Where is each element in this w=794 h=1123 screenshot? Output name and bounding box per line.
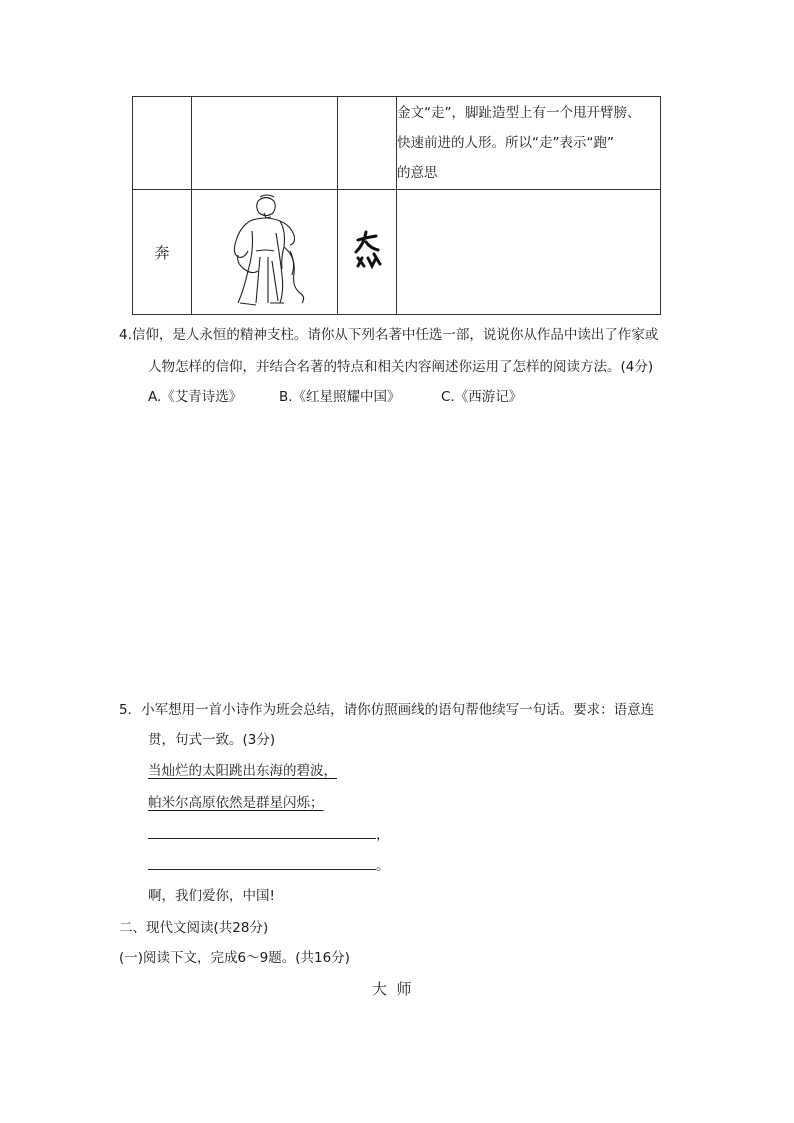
subsection-title: (一)阅读下文，完成6～9题。(共16分)	[119, 950, 350, 966]
blank-line[interactable]	[148, 855, 376, 870]
running-man-illustration	[220, 191, 310, 309]
meaning-line: 快速前进的人形。所以“走”表示“跑”	[397, 135, 614, 151]
option-b: B.《红星照耀中国》	[279, 389, 401, 405]
character-table	[132, 96, 661, 315]
answer-blank-1[interactable]	[148, 823, 390, 843]
question-5-line-2: 贯，句式一致。(3分)	[148, 732, 276, 748]
question-4-line-1: 4.信仰，是人永恒的精神支柱。请你从下列名著中任选一部，说说你从作品中读出了作家或	[119, 327, 659, 343]
figure-cell	[192, 190, 338, 315]
meaning-cell	[397, 97, 661, 190]
table-cell-empty	[397, 190, 661, 315]
glyph-cell	[338, 190, 397, 315]
question-5-line-1: 5．小军想用一首小诗作为班会总结，请你仿照画线的语句帮他续写一句话。要求：语意连	[119, 702, 655, 718]
question-4-line-2: 人物怎样的信仰，并结合名著的特点和相关内容阐述你运用了怎样的阅读方法。(4分)	[148, 359, 654, 375]
blank-punctuation: 。	[376, 858, 390, 874]
article-title: 大 师	[372, 980, 412, 998]
meaning-line: 金文“走”，脚趾造型上有一个甩开臂膀、	[397, 105, 641, 121]
answer-blank-2[interactable]	[148, 854, 390, 874]
blank-line[interactable]	[148, 824, 376, 839]
table-cell-empty	[192, 97, 338, 190]
table-cell-empty	[338, 97, 397, 190]
blank-punctuation: ，	[376, 827, 390, 843]
section-2-title: 二、现代文阅读(共28分)	[119, 920, 269, 936]
poem-ending: 啊，我们爱你，中国!	[148, 888, 275, 904]
table-row	[133, 190, 661, 315]
meaning-line: 的意思	[397, 165, 438, 181]
option-c: C.《西游记》	[441, 389, 523, 405]
table-cell-empty	[133, 97, 192, 190]
bronze-script-glyph	[352, 228, 382, 272]
option-a: A.《艾青诗选》	[148, 389, 243, 405]
table-row	[133, 97, 661, 190]
underlined-poem-line-1: 当灿烂的太阳跳出东海的碧波，	[148, 763, 337, 779]
underlined-poem-line-2: 帕米尔高原依然是群星闪烁；	[148, 795, 324, 811]
character-cell: 奔	[133, 190, 192, 315]
